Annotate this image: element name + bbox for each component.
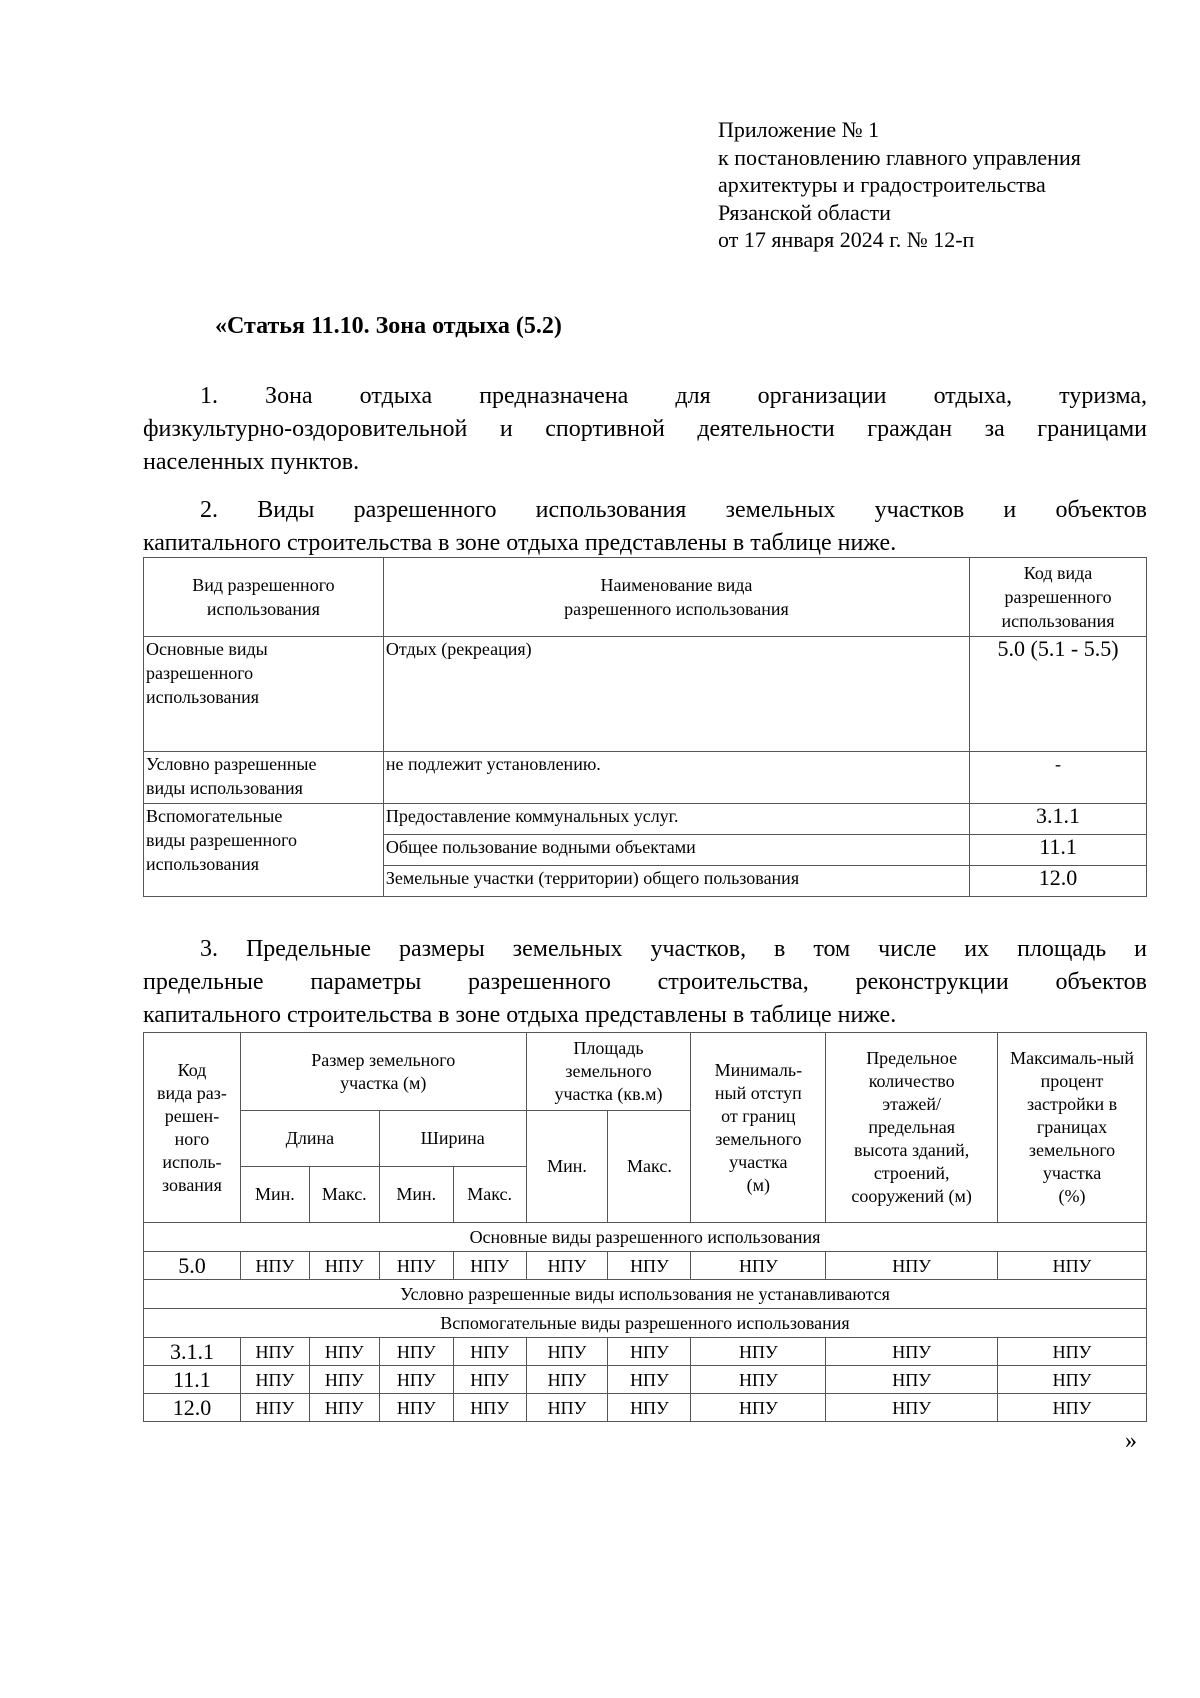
appendix-line: архитектуры и градостроительства — [718, 172, 1046, 197]
header-text: Размер земельного — [311, 1049, 456, 1070]
closing-quote: » — [1125, 1428, 1137, 1454]
cell-text: Основные виды — [146, 639, 268, 659]
value-cell: НПУ — [526, 1338, 608, 1366]
section-row — [144, 1223, 1147, 1252]
header-text: земельного — [715, 1128, 802, 1149]
value-cell: НПУ — [453, 1252, 526, 1280]
header-cell — [144, 1033, 241, 1223]
cell-text: использования — [146, 854, 260, 874]
name-cell: Предоставление коммунальных услуг. — [383, 804, 969, 835]
header-text: зования — [162, 1174, 222, 1195]
header-text: решен- — [164, 1105, 220, 1126]
paragraph-line: физкультурно-оздоровительной и спортивной деятельности граждан за границами — [143, 416, 1147, 442]
code-cell: 12.0 — [970, 866, 1147, 897]
name-cell: не подлежит установлению. — [383, 752, 969, 804]
land-parameters-table — [143, 1032, 1147, 1422]
value-cell: НПУ — [453, 1394, 526, 1422]
code-cell: 3.1.1 — [970, 804, 1147, 835]
header-text: Предельное — [866, 1048, 958, 1068]
value-cell: НПУ — [453, 1338, 526, 1366]
header-text: участка (м) — [340, 1072, 427, 1093]
value-cell: НПУ — [608, 1366, 691, 1394]
code-cell: 11.1 — [970, 835, 1147, 866]
value-cell: НПУ — [453, 1366, 526, 1394]
table-row — [144, 804, 1147, 835]
value-cell: НПУ — [998, 1366, 1147, 1394]
value-cell: НПУ — [826, 1338, 998, 1366]
header-cell: Макс. — [453, 1167, 526, 1223]
code-cell: 3.1.1 — [144, 1338, 241, 1366]
header-text: ный отступ — [714, 1082, 802, 1103]
cell-text: разрешенного — [146, 663, 254, 683]
kind-cell — [144, 637, 384, 752]
paragraph-1 — [143, 380, 1147, 479]
value-cell: НПУ — [691, 1252, 826, 1280]
section-row — [144, 1280, 1147, 1309]
paragraph-3 — [143, 933, 1147, 1032]
table-row — [144, 1366, 1147, 1394]
appendix-line: к постановлению главного управления — [718, 144, 1081, 170]
header-text: предельная — [868, 1117, 955, 1137]
code-cell: 5.0 — [144, 1252, 241, 1280]
value-cell: НПУ — [526, 1394, 608, 1422]
header-text: Минималь- — [714, 1059, 803, 1080]
header-cell — [144, 558, 384, 637]
header-cell — [998, 1033, 1147, 1223]
value-cell: НПУ — [608, 1338, 691, 1366]
value-cell: НПУ — [240, 1252, 309, 1280]
section-title: Условно разрешенные виды использования не устанавливаются — [144, 1280, 1147, 1309]
code-cell: 11.1 — [144, 1366, 241, 1394]
value-cell: НПУ — [309, 1338, 379, 1366]
appendix-header — [718, 116, 1081, 254]
paragraph-line: 2. Виды разрешенного использования земельных участков и объектов — [200, 497, 1147, 523]
article-title: «Статья 11.10. Зона отдыха (5.2) — [215, 313, 562, 339]
name-cell: Земельные участки (территории) общего пользования — [383, 866, 969, 897]
header-text: ного — [174, 1128, 210, 1149]
cell-text: Условно разрешенные — [146, 754, 317, 774]
header-text: застройки в — [1026, 1094, 1118, 1114]
kind-cell — [144, 804, 384, 897]
value-cell: НПУ — [998, 1338, 1147, 1366]
value-cell: НПУ — [379, 1338, 453, 1366]
paragraph-line: капитального строительства в зоне отдыха представлены в таблице ниже. — [143, 1002, 897, 1028]
value-cell: НПУ — [240, 1366, 309, 1394]
cell-text: виды использования — [146, 778, 303, 798]
code-cell: - — [970, 752, 1147, 804]
paragraph-line: 1. Зона отдыха предназначена для организации отдыха, туризма, — [200, 383, 1147, 409]
table-row — [144, 1394, 1147, 1422]
header-text: границах — [1036, 1117, 1108, 1137]
kind-cell — [144, 752, 384, 804]
name-cell: Общее пользование водными объектами — [383, 835, 969, 866]
value-cell: НПУ — [309, 1366, 379, 1394]
header-text: использования — [206, 599, 320, 619]
value-cell: НПУ — [309, 1252, 379, 1280]
header-cell — [826, 1033, 998, 1223]
header-text: участка — [729, 1151, 788, 1172]
code-cell: 12.0 — [144, 1394, 241, 1422]
header-text: строений, — [873, 1163, 950, 1183]
value-cell: НПУ — [526, 1252, 608, 1280]
table-header-row — [144, 1033, 1147, 1111]
paragraph-line: предельные параметры разрешенного строительства, реконструкции объектов — [143, 969, 1147, 995]
value-cell: НПУ — [691, 1366, 826, 1394]
value-cell: НПУ — [826, 1252, 998, 1280]
cell-text: виды разрешенного — [146, 830, 298, 850]
header-text: разрешенного использования — [564, 599, 789, 619]
table-header-row — [144, 558, 1147, 637]
name-cell: Отдых (рекреация) — [383, 637, 969, 752]
section-title: Вспомогательные виды разрешенного использования — [144, 1309, 1147, 1338]
cell-text: Вспомогательные — [146, 806, 283, 826]
paragraph-line: 3. Предельные размеры земельных участков, в том числе их площадь и — [200, 936, 1147, 962]
header-text: сооружений (м) — [851, 1186, 972, 1206]
header-cell — [691, 1033, 826, 1223]
code-cell: 5.0 (5.1 - 5.5) — [970, 637, 1147, 752]
value-cell: НПУ — [998, 1252, 1147, 1280]
header-text: исполь- — [162, 1151, 222, 1172]
header-text: этажей/ — [882, 1094, 941, 1114]
value-cell: НПУ — [608, 1252, 691, 1280]
appendix-line: Приложение № 1 — [718, 117, 880, 142]
value-cell: НПУ — [309, 1394, 379, 1422]
value-cell: НПУ — [379, 1252, 453, 1280]
value-cell: НПУ — [526, 1366, 608, 1394]
header-cell: Ширина — [379, 1111, 526, 1167]
header-text: участка — [1042, 1163, 1102, 1183]
table-row — [144, 1338, 1147, 1366]
value-cell: НПУ — [240, 1394, 309, 1422]
header-text: Максималь-ный — [1010, 1048, 1134, 1068]
header-text: Код вида — [1023, 563, 1093, 583]
value-cell: НПУ — [826, 1366, 998, 1394]
header-cell — [240, 1033, 526, 1111]
header-text: (%) — [1058, 1186, 1086, 1206]
appendix-line: от 17 января 2024 г. № 12-п — [718, 227, 975, 252]
land-use-types-table — [143, 557, 1147, 897]
header-cell — [526, 1033, 691, 1111]
header-text: от границ — [721, 1105, 796, 1126]
header-text: Наименование вида — [600, 575, 753, 595]
header-cell: Длина — [240, 1111, 379, 1167]
header-cell: Мин. — [240, 1167, 309, 1223]
value-cell: НПУ — [608, 1394, 691, 1422]
value-cell: НПУ — [998, 1394, 1147, 1422]
header-text: земельного — [1028, 1140, 1116, 1160]
header-text: вида раз- — [157, 1082, 227, 1103]
value-cell: НПУ — [691, 1394, 826, 1422]
header-text: земельного — [565, 1061, 652, 1081]
header-text: высота зданий, — [854, 1140, 970, 1160]
header-text: участка (кв.м) — [554, 1084, 663, 1104]
cell-text: использования — [146, 687, 260, 707]
table-row — [144, 637, 1147, 752]
value-cell: НПУ — [691, 1338, 826, 1366]
header-cell: Мин. — [526, 1111, 608, 1223]
header-text: Код — [177, 1059, 207, 1080]
header-text: использования — [1001, 611, 1115, 631]
section-row — [144, 1309, 1147, 1338]
value-cell: НПУ — [379, 1394, 453, 1422]
header-cell — [383, 558, 969, 637]
section-title: Основные виды разрешенного использования — [144, 1223, 1147, 1252]
header-cell: Макс. — [608, 1111, 691, 1223]
value-cell: НПУ — [240, 1338, 309, 1366]
header-cell — [970, 558, 1147, 637]
header-text: (м) — [746, 1174, 771, 1195]
table-row — [144, 752, 1147, 804]
paragraph-2 — [143, 494, 1147, 560]
header-cell: Мин. — [379, 1167, 453, 1223]
paragraph-line: капитального строительства в зоне отдыха представлены в таблице ниже. — [143, 530, 897, 556]
header-text: процент — [1040, 1071, 1104, 1091]
paragraph-line: населенных пунктов. — [143, 449, 360, 475]
header-text: разрешенного — [1004, 587, 1112, 607]
header-text: Площадь — [573, 1038, 644, 1058]
appendix-line: Рязанской области — [718, 199, 891, 225]
header-cell: Макс. — [309, 1167, 379, 1223]
value-cell: НПУ — [826, 1394, 998, 1422]
value-cell: НПУ — [379, 1366, 453, 1394]
table-row — [144, 1252, 1147, 1280]
header-text: Вид разрешенного — [192, 575, 335, 595]
header-text: количество — [868, 1071, 955, 1091]
